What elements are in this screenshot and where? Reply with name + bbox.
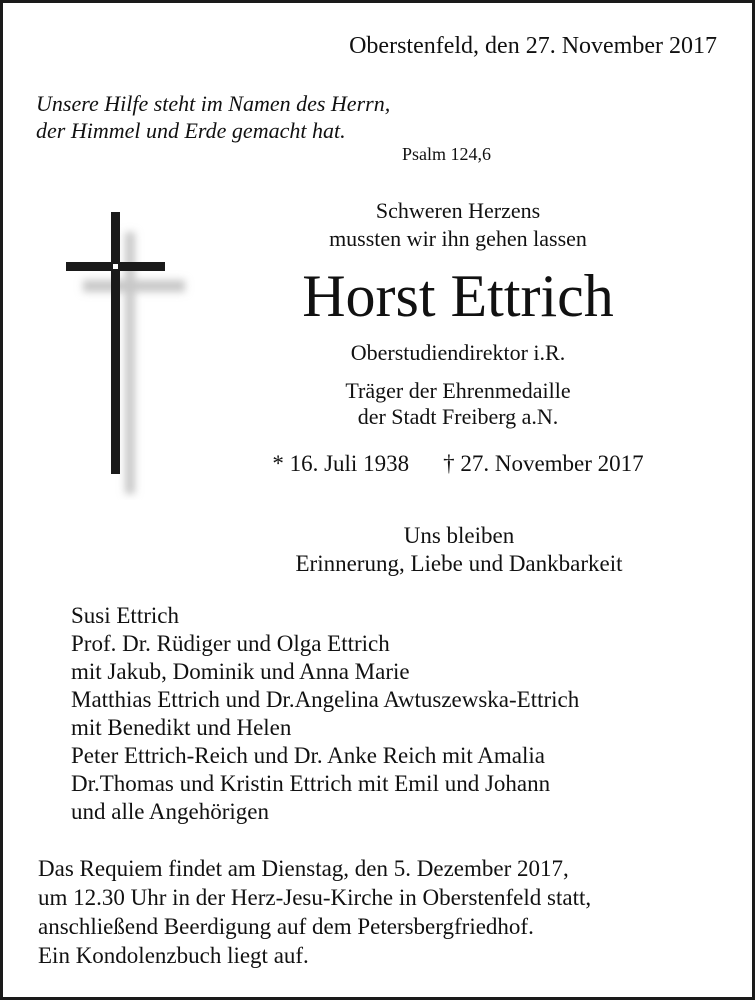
intro-line-1: Schweren Herzens	[375, 198, 541, 223]
cross-shadow	[83, 232, 185, 494]
family-member: mit Jakub, Dominik und Anna Marie	[71, 659, 410, 684]
verse-line-2: der Himmel und Erde gemacht hat.	[36, 118, 346, 143]
cross-graphic	[63, 210, 203, 500]
funeral-notice	[38, 854, 591, 970]
notice-line: Das Requiem findet am Dienstag, den 5. Dezember 2017,	[38, 856, 569, 881]
intro-text	[203, 197, 713, 253]
family-member: Susi Ettrich	[71, 603, 179, 628]
death-date: † 27. November 2017	[443, 451, 644, 476]
honor-line-1: Träger der Ehrenmedaille	[345, 378, 571, 403]
family-member: mit Benedikt und Helen	[71, 715, 292, 740]
family-member: Matthias Ettrich und Dr.Angelina Awtuszewska-Ettrich	[71, 687, 580, 712]
family-member: und alle Angehörigen	[71, 799, 270, 824]
notice-line: anschließend Beerdigung auf dem Petersbergfriedhof.	[38, 914, 534, 939]
remembrance-text	[203, 522, 715, 578]
birth-date: * 16. Juli 1938	[272, 451, 410, 476]
notice-line: um 12.30 Uhr in der Herz-Jesu-Kirche in Oberstenfeld statt,	[38, 885, 592, 910]
place-date: Oberstenfeld, den 27. November 2017	[349, 33, 717, 59]
honor-line-2: der Stadt Freiberg a.N.	[357, 404, 559, 429]
deceased-name: Horst Ettrich	[302, 263, 614, 329]
remembrance-line-1: Uns bleiben	[403, 523, 515, 548]
cross-icon	[63, 210, 203, 500]
family-member: Prof. Dr. Rüdiger und Olga Ettrich	[71, 631, 390, 656]
family-member: Dr.Thomas und Kristin Ettrich mit Emil und Johann	[71, 771, 551, 796]
remembrance-line-2: Erinnerung, Liebe und Dankbarkeit	[295, 551, 623, 576]
life-dates	[203, 451, 713, 477]
deceased-honor	[203, 378, 713, 430]
family-member: Peter Ettrich-Reich und Dr. Anke Reich mit Amalia	[71, 743, 545, 768]
family-list	[71, 602, 579, 826]
bible-verse	[36, 90, 390, 144]
notice-line: Ein Kondolenzbuch liegt auf.	[38, 943, 309, 968]
intro-line-2: mussten wir ihn gehen lassen	[329, 226, 587, 251]
verse-reference: Psalm 124,6	[402, 144, 492, 164]
verse-line-1: Unsere Hilfe steht im Namen des Herrn,	[36, 91, 391, 116]
cross-shape	[66, 212, 165, 474]
cross-center-mark	[113, 264, 118, 269]
deceased-title: Oberstudiendirektor i.R.	[350, 340, 566, 365]
